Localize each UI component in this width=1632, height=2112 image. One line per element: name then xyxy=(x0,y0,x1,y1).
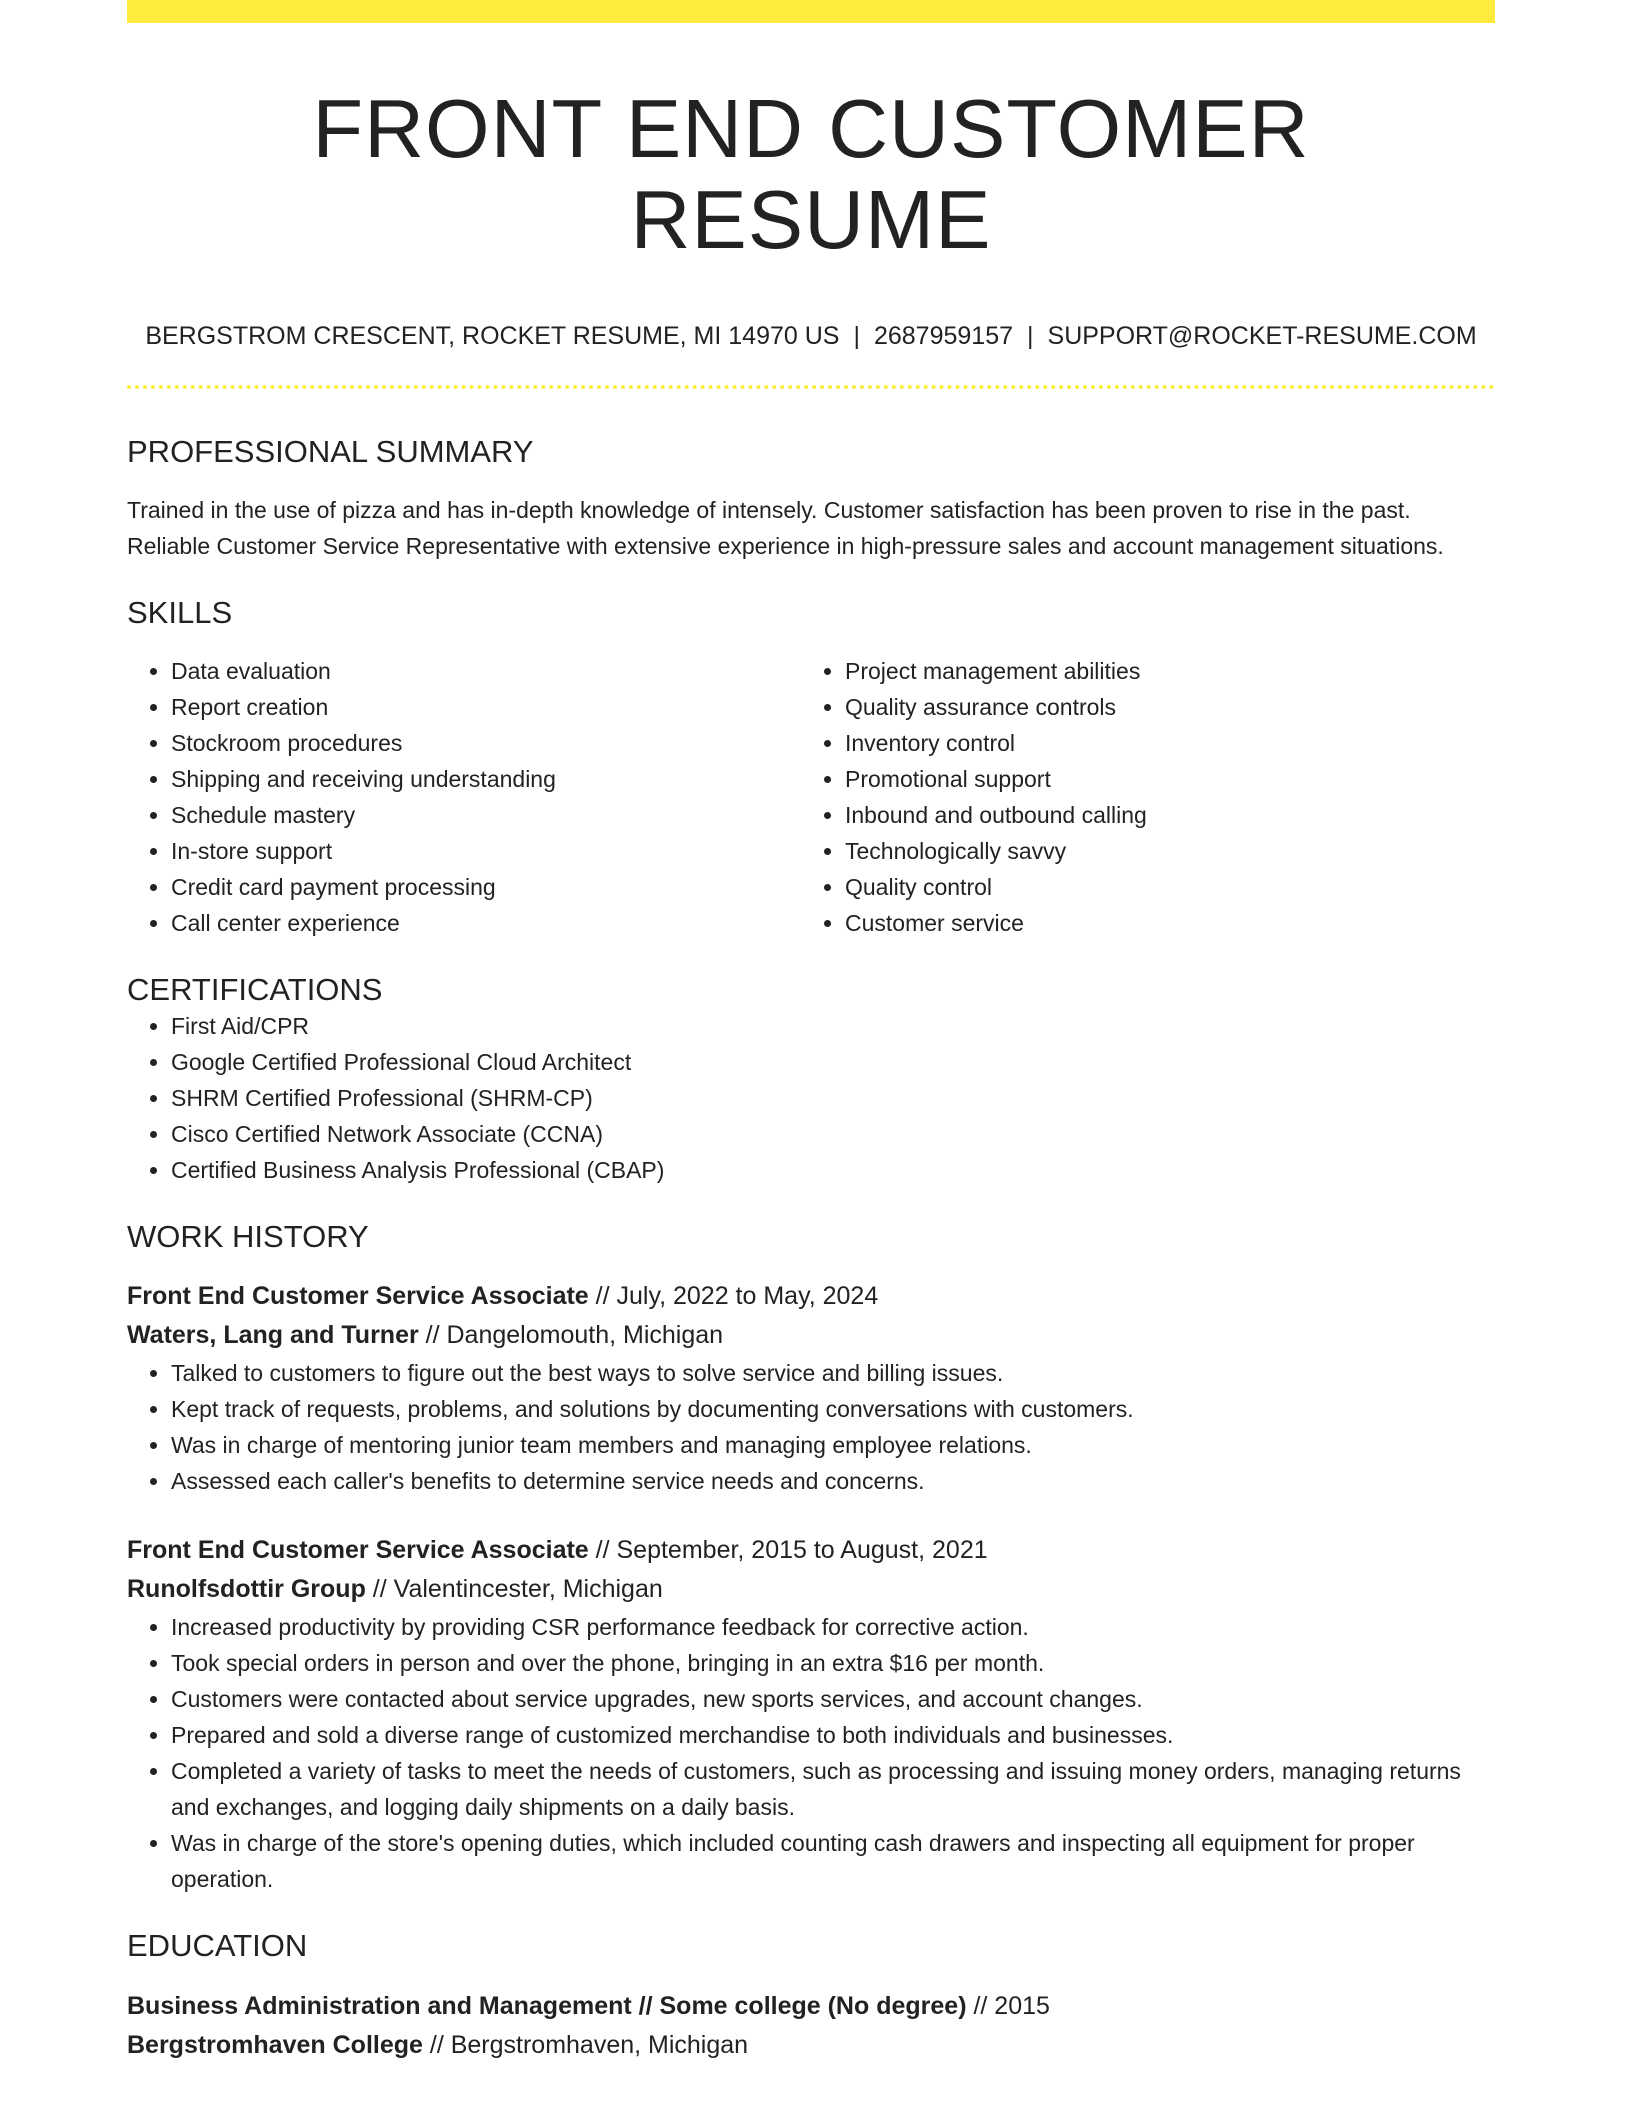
job-company-line xyxy=(127,1570,1495,1609)
skills-section xyxy=(127,594,1495,941)
job-title-line xyxy=(127,1531,1495,1570)
job-duty-item: • Talked to customers to figure out the best ways to solve service and billing issues. xyxy=(171,1355,1495,1391)
skill-item: • Shipping and receiving understanding xyxy=(171,761,801,797)
skills-list-right xyxy=(801,653,1475,941)
section-title-work-history: WORK HISTORY xyxy=(127,1219,369,1255)
job-location: // Valentincester, Michigan xyxy=(365,1575,663,1604)
job-duties-list xyxy=(127,1609,1495,1897)
education-location: // Bergstromhaven, Michigan xyxy=(422,2030,749,2059)
section-title-summary: PROFESSIONAL SUMMARY xyxy=(127,433,534,469)
section-title-education: EDUCATION xyxy=(127,1928,308,1964)
contact-separator: | xyxy=(853,321,860,350)
job-dates: // July, 2022 to May, 2024 xyxy=(588,1282,879,1311)
skill-item: • Inbound and outbound calling xyxy=(845,797,1475,833)
dotted-divider xyxy=(127,385,1495,389)
skill-item: • Project management abilities xyxy=(845,653,1475,689)
work-history-section xyxy=(127,1218,1495,1897)
skill-item: • Technologically savvy xyxy=(845,833,1475,869)
job-duty-item: • Prepared and sold a diverse range of customized merchandise to both individuals and businesses. xyxy=(171,1717,1495,1753)
certifications-list xyxy=(127,1008,1495,1188)
job-duty-item: • Completed a variety of tasks to meet the needs of customers, such as processing and issuing money orders, managing returns and exchanges, and logging daily shipments on a daily basis. xyxy=(171,1753,1495,1825)
job-entry xyxy=(127,1531,1495,1897)
job-role: Front End Customer Service Associate xyxy=(127,1282,589,1311)
job-role: Front End Customer Service Associate xyxy=(127,1536,589,1565)
skill-item: • Promotional support xyxy=(845,761,1475,797)
summary-section xyxy=(127,433,1495,564)
job-company-line xyxy=(127,1316,1495,1355)
certification-item: • Google Certified Professional Cloud Architect xyxy=(171,1044,1495,1080)
job-duty-item: • Increased productivity by providing CSR performance feedback for corrective action. xyxy=(171,1609,1495,1645)
education-degree: Business Administration and Management // Some college (No degree) xyxy=(127,1991,967,2020)
summary-text: Trained in the use of pizza and has in-depth knowledge of intensely. Customer satisfaction has been proven to rise in the past. Reliable Customer Service Representative with extensive experience in high-pressure sales and account management situations. xyxy=(127,496,1444,559)
skill-item: • Stockroom procedures xyxy=(171,725,801,761)
job-location: // Dangelomouth, Michigan xyxy=(418,1321,724,1350)
education-school-line xyxy=(127,2026,1495,2065)
job-dates: // September, 2015 to August, 2021 xyxy=(588,1536,988,1565)
skills-grid xyxy=(127,653,1495,941)
skill-item: • Inventory control xyxy=(845,725,1475,761)
education-section xyxy=(127,1927,1495,2064)
education-degree-line xyxy=(127,1987,1495,2026)
certification-item: • Certified Business Analysis Professional (CBAP) xyxy=(171,1152,1495,1188)
job-company: Waters, Lang and Turner xyxy=(127,1321,419,1350)
job-company: Runolfsdottir Group xyxy=(127,1575,366,1604)
skill-item: • Schedule mastery xyxy=(171,797,801,833)
job-duty-item: • Assessed each caller's benefits to determine service needs and concerns. xyxy=(171,1463,1495,1499)
resume-title: FRONT END CUSTOMER RESUME xyxy=(312,82,1310,267)
skill-item: • Quality assurance controls xyxy=(845,689,1475,725)
top-accent-bar xyxy=(127,0,1495,23)
job-duties-list xyxy=(127,1355,1495,1499)
skill-item: • Credit card payment processing xyxy=(171,869,801,905)
job-duty-item: • Was in charge of the store's opening duties, which included counting cash drawers and inspecting all equipment for proper operation. xyxy=(171,1825,1495,1897)
contact-separator: | xyxy=(1027,321,1034,350)
job-duty-item: • Customers were contacted about service upgrades, new sports services, and account changes. xyxy=(171,1681,1495,1717)
skill-item: • Call center experience xyxy=(171,905,801,941)
job-duty-item: • Was in charge of mentoring junior team members and managing employee relations. xyxy=(171,1427,1495,1463)
contact-line xyxy=(127,321,1495,351)
skill-item: • Quality control xyxy=(845,869,1475,905)
job-duty-item: • Took special orders in person and over the phone, bringing in an extra $16 per month. xyxy=(171,1645,1495,1681)
skill-item: • Report creation xyxy=(171,689,801,725)
certifications-section xyxy=(127,971,1495,1188)
contact-address: BERGSTROM CRESCENT, ROCKET RESUME, MI 14970 US xyxy=(145,321,840,350)
skill-item: • In-store support xyxy=(171,833,801,869)
resume-content xyxy=(127,0,1495,2065)
skills-list-left xyxy=(127,653,801,941)
skill-item: • Customer service xyxy=(845,905,1475,941)
job-entry xyxy=(127,1277,1495,1499)
skill-item: • Data evaluation xyxy=(171,653,801,689)
certification-item: • SHRM Certified Professional (SHRM-CP) xyxy=(171,1080,1495,1116)
education-school: Bergstromhaven College xyxy=(127,2030,423,2059)
certification-item: • First Aid/CPR xyxy=(171,1008,1495,1044)
section-title-certifications: CERTIFICATIONS xyxy=(127,971,383,1007)
job-title-line xyxy=(127,1277,1495,1316)
contact-email: SUPPORT@ROCKET-RESUME.COM xyxy=(1047,321,1477,350)
section-title-skills: SKILLS xyxy=(127,594,233,630)
education-entry xyxy=(127,1987,1495,2065)
education-year: // 2015 xyxy=(966,1991,1050,2020)
certification-item: • Cisco Certified Network Associate (CCNA) xyxy=(171,1116,1495,1152)
job-duty-item: • Kept track of requests, problems, and solutions by documenting conversations with customers. xyxy=(171,1391,1495,1427)
contact-phone: 2687959157 xyxy=(873,321,1014,350)
